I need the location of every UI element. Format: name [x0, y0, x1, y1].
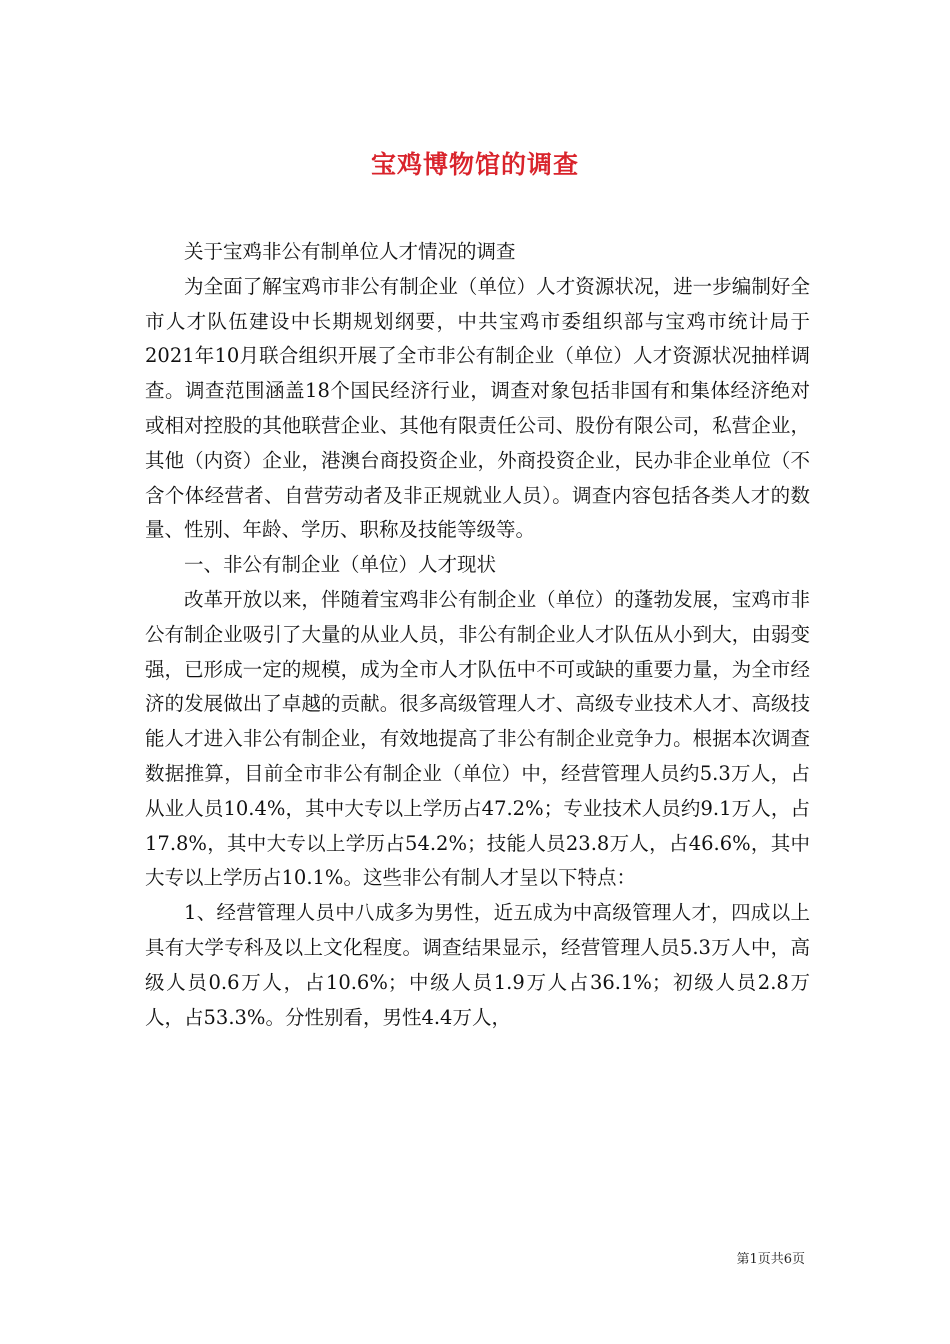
section-heading: 一、非公有制企业（单位）人才现状 — [184, 553, 497, 577]
page-number: 第1页共6页 — [736, 1252, 805, 1267]
point-one-paragraph: 1、经营管理人员中八成多为男性，近五成为中高级管理人才，四成以上具有大学专科及以上文化程度。调查结果显示，经营管理人员5.3万人中，高级人员0.6万人，占10.6%；中级人员1.9万人占36.1%；初级人员2.8万人，占53.3%。分性别看，男性4.4万人， — [145, 901, 810, 1029]
subtitle-paragraph: 关于宝鸡非公有制单位人才情况的调查 — [184, 240, 516, 263]
status-paragraph: 改革开放以来，伴随着宝鸡非公有制企业（单位）的蓬勃发展，宝鸡市非公有制企业吸引了大量的从业人员，非公有制企业人才队伍从小到大，由弱变强，已形成一定的规模，成为全市人才队伍中不可或缺的重要力量，为全市经济的发展做出了卓越的贡献。很多高级管理人才、高级专业技术人才、高级技能人才进入非公有制企业，有效地提高了非公有制企业竞争力。根据本次调查数据推算，目前全市非公有制企业（单位）中，经营管理人员约5.3万人，占从业人员10.4%，其中大专以上学历占47.2%；专业技术人员约9.1万人，占17.8%，其中大专以上学历占54.2%；技能人员23.8万人，占46.6%，其中大专以上学历占10.1%。这些非公有制人才呈以下特点： — [145, 587, 810, 890]
document-body — [145, 235, 810, 1035]
intro-paragraph: 为全面了解宝鸡市非公有制企业（单位）人才资源状况，进一步编制好全市人才队伍建设中长期规划纲要，中共宝鸡市委组织部与宝鸡市统计局于2021年10月联合组织开展了全市非公有制企业（单位）人才资源状况抽样调查。调查范围涵盖18个国民经济行业，调查对象包括非国有和集体经济绝对或相对控股的其他联营企业、其他有限责任公司、股份有限公司，私营企业，其他（内资）企业，港澳台商投资企业，外商投资企业，民办非企业单位（不含个体经营者、自营劳动者及非正规就业人员）。调查内容包括各类人才的数量、性别、年龄、学历、职称及技能等级等。 — [145, 274, 810, 542]
document-title: 宝鸡博物馆的调查 — [370, 149, 579, 179]
